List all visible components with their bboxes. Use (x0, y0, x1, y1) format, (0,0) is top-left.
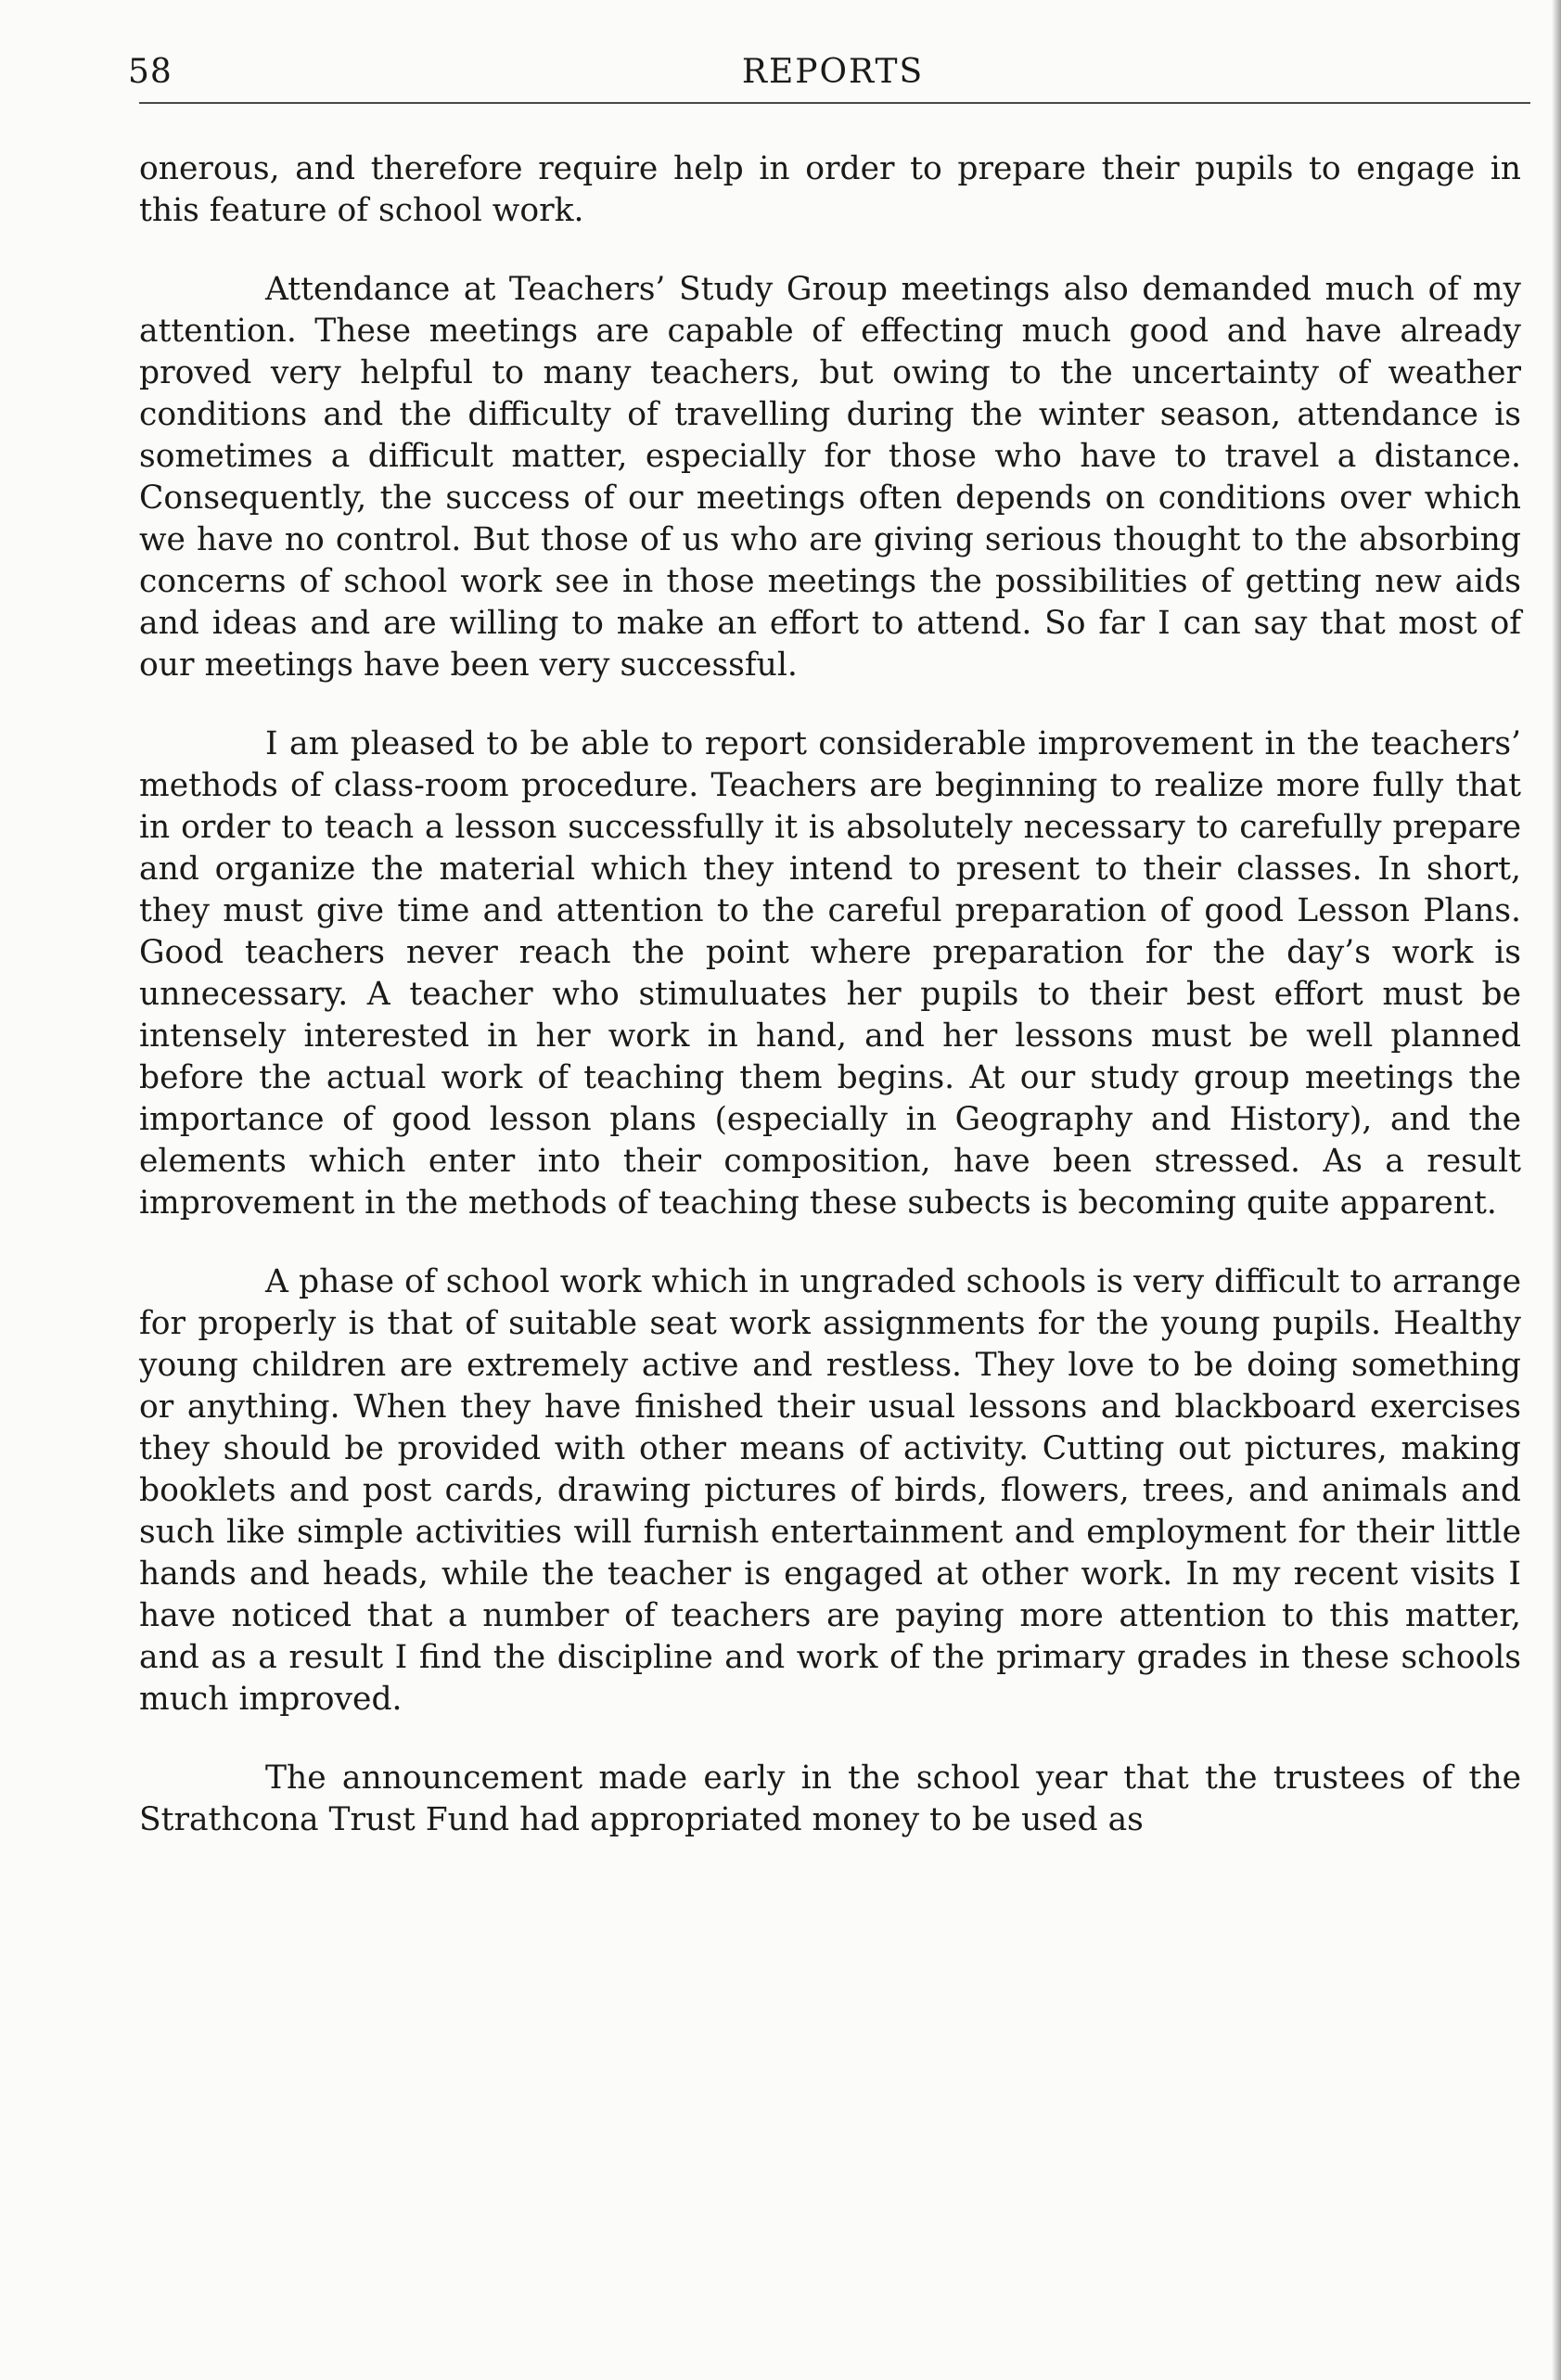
running-head (128, 46, 1538, 98)
paragraph-continuation: onerous, and therefore require help in order to prepare their pupils to engage in this feature of school work. (139, 150, 1521, 229)
paragraph-teaching-methods: I am pleased to be able to report considerable improvement in the teachers’ methods of class-room procedure. Teachers are beginning to realize more fully that in order to teach a lesson successfully it is absolutely necessary to carefully prepare and organize the material which they intend to present to their classes. In short, they must give time and attention to the careful preparation of good Lesson Plans. Good teachers never reach the point where preparation for the day’s work is unnecessary. A teacher who stimuluates her pupils to their best effort must be intensely interested in her work in hand, and her lessons must be well planned before the actual work of teaching them begins. At our study group meetings the importance of good lesson plans (especially in Geography and History), and the elements which enter into their composition, have been stressed. As a result improvement in the methods of teaching these subects is becoming quite apparent. (139, 725, 1521, 1222)
header-rule (139, 102, 1530, 104)
paragraph-strathcona-trust: The announcement made early in the school year that the trustees of the Strathcona Trust Fund had appropriated money to be used as (139, 1759, 1521, 1838)
page-edge-shadow (1552, 0, 1561, 2380)
section-title: REPORTS (741, 53, 925, 91)
body-text (139, 148, 1521, 1878)
page-number: 58 (128, 53, 173, 91)
paragraph-study-group: Attendance at Teachers’ Study Group meetings also demanded much of my attention. These meetings are capable of effecting much good and have already proved very helpful to many teachers, but owing to the uncertainty of weather conditions and the difficulty of travelling during the winter season, attendance is sometimes a difficult matter, especially for those who have to travel a distance. Consequently, the success of our meetings often depends on conditions over which we have no control. But those of us who are giving serious thought to the absorbing concerns of school work see in those meetings the possibilities of getting new aids and ideas and are willing to make an effort to attend. So far I can say that most of our meetings have been very successful. (139, 271, 1521, 684)
paragraph-seat-work: A phase of school work which in ungraded schools is very difficult to arrange for properly is that of suitable seat work assignments for the young pupils. Healthy young children are extremely active and restless. They love to be doing something or anything. When they have finished their usual lessons and blackboard exercises they should be provided with other means of activity. Cutting out pictures, making booklets and post cards, drawing pictures of birds, flowers, trees, and animals and such like simple activities will furnish entertainment and employment for their little hands and heads, while the teacher is engaged at other work. In my recent visits I have noticed that a number of teachers are paying more attention to this matter, and as a result I find the discipline and work of the primary grades in these schools much improved. (139, 1263, 1521, 1718)
